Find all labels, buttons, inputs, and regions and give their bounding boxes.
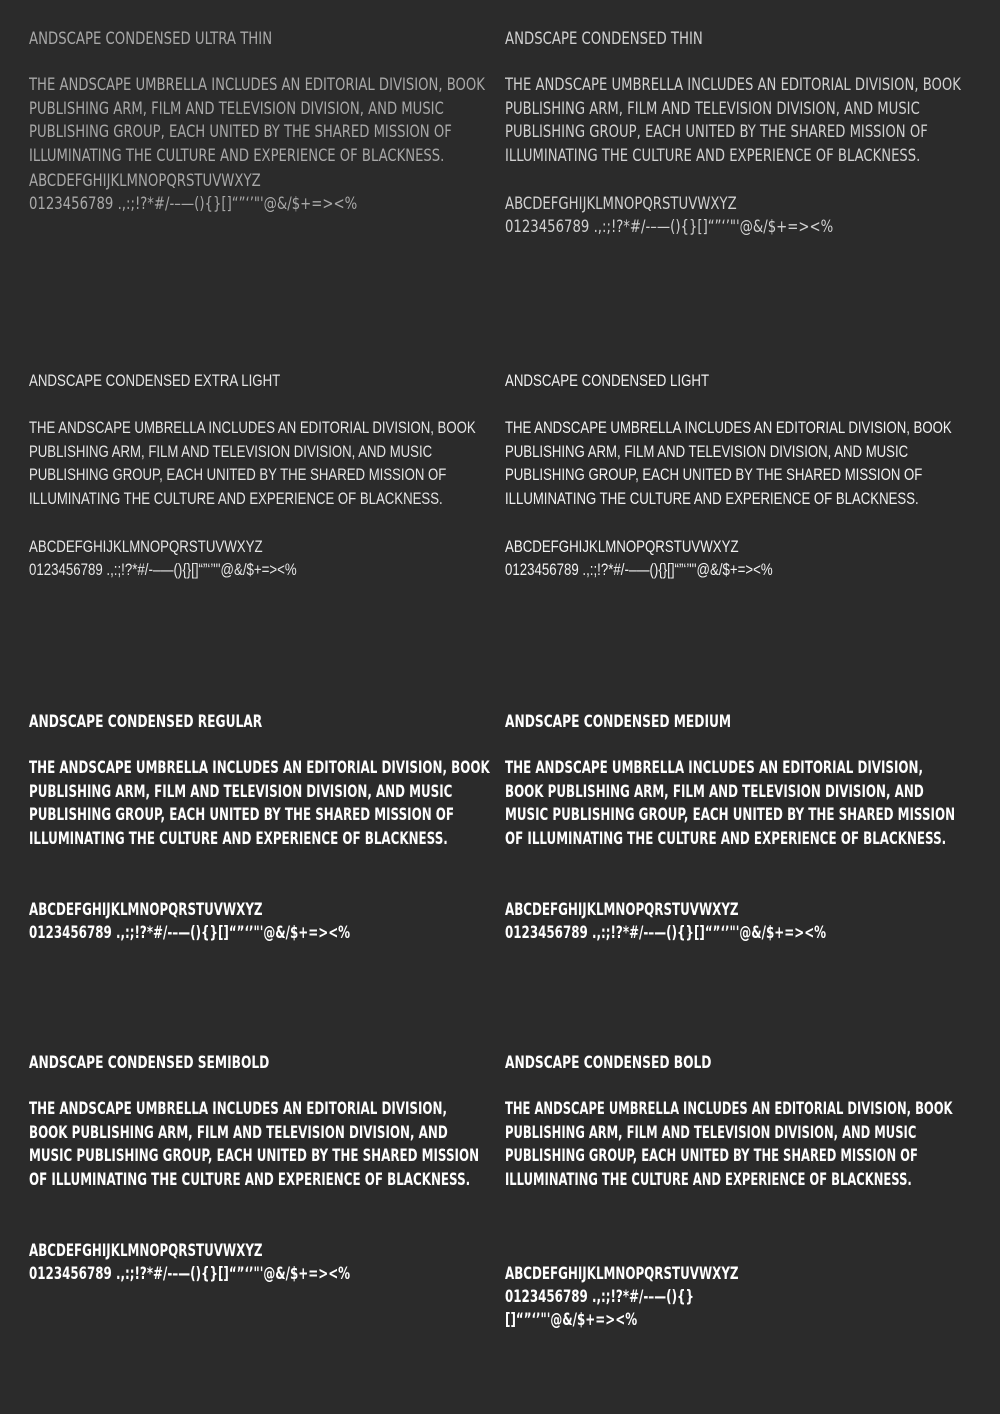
alphabet-line: ABCDEFGHIJKLMNOPQRSTUVWXYZ (505, 537, 739, 556)
sample-paragraph: THE ANDSCAPE UMBRELLA INCLUDES AN EDITORIAL DIVISION, BOOK PUBLISHING ARM, FILM AND TELEVISION DIVISION, AND MUSIC PUBLISHING GROUP, EACH UNITED BY THE SHARED MISSION OF ILLUMINATING THE CULTURE AND EXPERIENCE OF BLACKNESS. (29, 75, 485, 166)
sample-paragraph: THE ANDSCAPE UMBRELLA INCLUDES AN EDITORIAL DIVISION, BOOK PUBLISHING ARM, FILM AND TELEVISION DIVISION, AND MUSIC PUBLISHING GROUP, EACH UNITED BY THE SHARED MISSION OF ILLUMINATING THE CULTURE AND EXPERIENCE OF BLACKNESS. (505, 418, 952, 508)
specimen-regular (29, 711, 499, 951)
specimen-extra-light (29, 370, 499, 590)
specimen-medium (505, 711, 975, 951)
character-set (29, 899, 350, 945)
specimen-bold (505, 1052, 975, 1342)
alphabet-line: ABCDEFGHIJKLMNOPQRSTUVWXYZ (505, 194, 737, 214)
sample-paragraph: THE ANDSCAPE UMBRELLA INCLUDES AN EDITORIAL DIVISION, BOOK PUBLISHING ARM, FILM AND TELEVISION DIVISION, AND MUSIC PUBLISHING GROUP, EACH UNITED BY THE SHARED MISSION OF ILLUMINATING THE CULTURE AND EXPERIENCE OF BLACKNESS. (505, 1099, 953, 1190)
weight-title: ANDSCAPE CONDENSED THIN (505, 29, 703, 49)
alphabet-line: ABCDEFGHIJKLMNOPQRSTUVWXYZ (505, 900, 739, 920)
sample-paragraph: THE ANDSCAPE UMBRELLA INCLUDES AN EDITORIAL DIVISION, BOOK PUBLISHING ARM, FILM AND TELEVISION DIVISION, AND MUSIC PUBLISHING GROUP, EACH UNITED BY THE SHARED MISSION OF ILLUMINATING THE CULTURE AND EXPERIENCE OF BLACKNESS. (29, 758, 490, 849)
alphabet-line: ABCDEFGHIJKLMNOPQRSTUVWXYZ (29, 171, 261, 191)
glyphs-line: 0123456789 .,:;!?*#/-–—(){}[]“”‘’"'@&/$+=><% (505, 923, 827, 943)
sample-paragraph: THE ANDSCAPE UMBRELLA INCLUDES AN EDITORIAL DIVISION, BOOK PUBLISHING ARM, FILM AND TELEVISION DIVISION, AND MUSIC PUBLISHING GROUP, EACH UNITED BY THE SHARED MISSION OF ILLUMINATING THE CULTURE AND EXPERIENCE OF BLACKNESS. (29, 418, 476, 508)
weight-title: ANDSCAPE CONDENSED MEDIUM (505, 712, 732, 732)
alphabet-line: ABCDEFGHIJKLMNOPQRSTUVWXYZ (29, 537, 263, 556)
character-set (29, 535, 297, 581)
weight-title: ANDSCAPE CONDENSED LIGHT (505, 371, 710, 390)
alphabet-line: ABCDEFGHIJKLMNOPQRSTUVWXYZ (29, 900, 263, 920)
character-set (29, 170, 357, 216)
glyphs-line: 0123456789 .,:;!?*#/-–—(){}[]“”‘’"'@&/$+=><% (505, 217, 834, 237)
character-set (505, 535, 773, 581)
weight-title: ANDSCAPE CONDENSED REGULAR (29, 712, 263, 732)
sample-paragraph: THE ANDSCAPE UMBRELLA INCLUDES AN EDITORIAL DIVISION, BOOK PUBLISHING ARM, FILM AND TELEVISION DIVISION, AND MUSIC PUBLISHING GROUP, EACH UNITED BY THE SHARED MISSION OF ILLUMINATING THE CULTURE AND EXPERIENCE OF BLACKNESS. (29, 1099, 480, 1190)
specimen-semibold (29, 1052, 499, 1292)
glyphs-line: 0123456789 .,:;!?*#/-–—(){}[]“”‘’"'@&/$+=><% (505, 560, 773, 579)
weight-title: ANDSCAPE CONDENSED ULTRA THIN (29, 29, 273, 49)
glyphs-line: 0123456789 .,:;!?*#/-–—(){}[]“”‘’"'@&/$+=><% (29, 923, 351, 943)
character-set (505, 1263, 739, 1332)
glyphs-line: 0123456789 .,:;!?*#/-–—(){} (505, 1287, 694, 1307)
alphabet-line: ABCDEFGHIJKLMNOPQRSTUVWXYZ (29, 1241, 263, 1261)
glyphs-line: 0123456789 .,:;!?*#/-–—(){}[]“”‘’"'@&/$+=><% (29, 560, 297, 579)
sample-paragraph: THE ANDSCAPE UMBRELLA INCLUDES AN EDITORIAL DIVISION, BOOK PUBLISHING ARM, FILM AND TELEVISION DIVISION, AND MUSIC PUBLISHING GROUP, EACH UNITED BY THE SHARED MISSION OF ILLUMINATING THE CULTURE AND EXPERIENCE OF BLACKNESS. (505, 75, 961, 166)
weight-title: ANDSCAPE CONDENSED EXTRA LIGHT (29, 371, 281, 390)
character-set (505, 899, 826, 945)
specimen-light (505, 370, 975, 590)
alphabet-line: ABCDEFGHIJKLMNOPQRSTUVWXYZ (505, 1264, 739, 1284)
glyphs-line-continued: []“”‘’"'@&/$+=><% (505, 1310, 638, 1330)
character-set (505, 193, 833, 239)
character-set (29, 1240, 350, 1286)
sample-paragraph: THE ANDSCAPE UMBRELLA INCLUDES AN EDITORIAL DIVISION, BOOK PUBLISHING ARM, FILM AND TELEVISION DIVISION, AND MUSIC PUBLISHING GROUP, EACH UNITED BY THE SHARED MISSION OF ILLUMINATING THE CULTURE AND EXPERIENCE OF BLACKNESS. (505, 758, 956, 849)
weight-title: ANDSCAPE CONDENSED BOLD (505, 1053, 712, 1073)
specimen-thin (505, 28, 975, 248)
weight-title: ANDSCAPE CONDENSED SEMIBOLD (29, 1053, 270, 1073)
specimen-ultra-thin (29, 28, 499, 228)
glyphs-line: 0123456789 .,:;!?*#/-–—(){}[]“”‘’"'@&/$+=><% (29, 1264, 351, 1284)
glyphs-line: 0123456789 .,:;!?*#/-–—(){}[]“”‘’"'@&/$+=><% (29, 194, 358, 214)
